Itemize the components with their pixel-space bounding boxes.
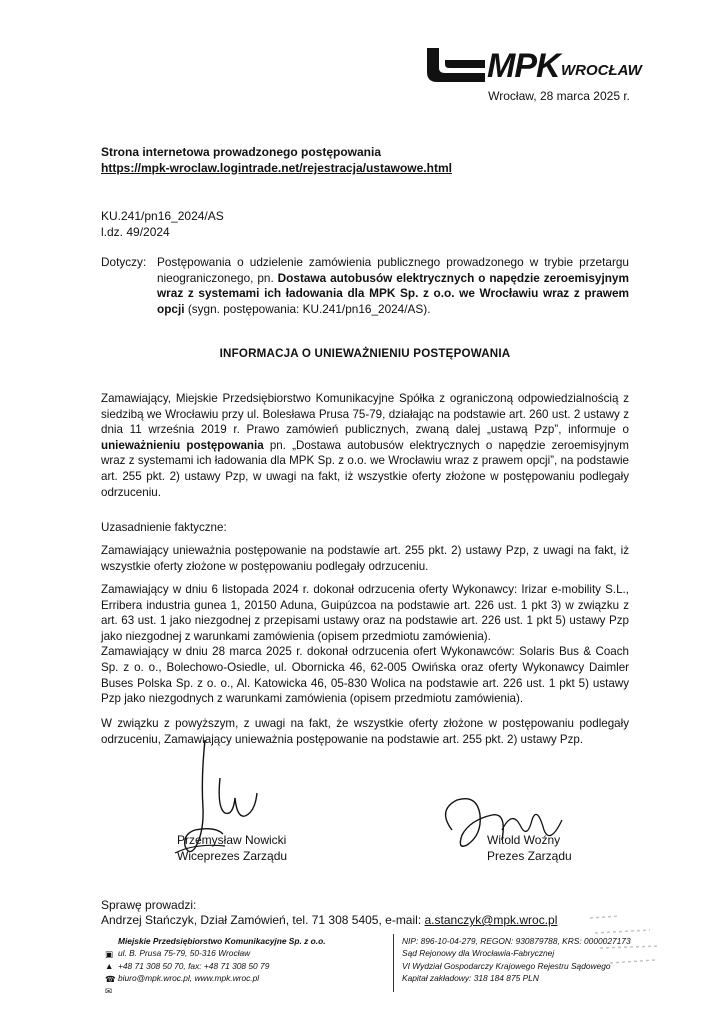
- signatory-2-name: Witold Woźny: [487, 833, 561, 847]
- faint-stamp: [580, 908, 670, 978]
- contact-block: [101, 898, 557, 928]
- mpk-logo: [425, 42, 665, 88]
- contact-line: [101, 913, 557, 928]
- subject-block: [101, 255, 629, 317]
- signatory-1-role: Wiceprezes Zarządu: [177, 849, 288, 863]
- reference-numbers: [101, 209, 224, 240]
- rejection-solaris-daimler: Zamawiający w dniu 28 marca 2025 r. dokonał odrzucenia ofert Wykonawców: Solaris Bus & Coach Sp. z o. o., Bolechowo-Osiedle, ul. Obornicka 46, 62-005 Owińska oraz oferty Wykonawcy Daimler Buses Polska Sp. z o. o., Al. Katowicka 46, 05-830 Wolica na podstawie art. 226 ust. 1 pkt 5) ustawy Pzp jako niezgodnych z warunkami zamówienia (opisem przedmiotu zamówienia).: [101, 645, 629, 706]
- paragraph-justification: Zamawiający unieważnia postępowanie na podstawie art. 255 pkt. 2) ustawy Pzp, z uwagi na fakt, iż wszystkie oferty złożone w postępowaniu podlegały odrzuceniu.: [101, 544, 629, 573]
- footer-company-info: [118, 935, 326, 984]
- contact-person: Andrzej Stańczyk, Dział Zamówień, tel. 71 308 5405, e-mail:: [101, 913, 422, 927]
- footer-nip: NIP: 896-10-04-279, REGON: 930879788, KRS: 0000027173: [402, 936, 631, 946]
- logo-brand: MPK: [487, 47, 560, 85]
- footer-divider: [393, 934, 394, 992]
- website-title: Strona internetowa prowadzonego postępowania: [101, 145, 382, 159]
- intro-bold: unieważnieniu postępowania: [101, 438, 264, 452]
- building-icon: ▣: [105, 949, 114, 959]
- subject-title: Dostawa autobusów elektrycznych o napędzie zeroemisyjnym wraz z systemami ich ładowania dla MPK Sp. z o.o. we Wrocławiu wraz z prawem opcji: [157, 270, 629, 316]
- subject-text: [157, 255, 629, 317]
- subject-tail: (sygn. postępowania: KU.241/pn16_2024/AS).: [187, 301, 431, 316]
- proceeding-website: [101, 145, 661, 176]
- paragraph-rejections: [101, 582, 629, 707]
- contact-email[interactable]: a.stanczyk@mpk.wroc.pl: [424, 913, 558, 927]
- subject-label: Dotyczy:: [101, 255, 147, 269]
- paragraph-intro: [101, 391, 629, 500]
- footer-capital: Kapitał zakładowy: 318 184 875 PLN: [402, 972, 539, 983]
- footer-court2: VI Wydział Gospodarczy Krajowego Rejestru Sądowego: [402, 960, 611, 971]
- subject-lead: Postępowania o udzielenie zamówienia publicznego prowadzonego w trybie przetargu nieograniczonego, pn.: [157, 255, 629, 285]
- logo-city: WROCŁAW: [561, 62, 642, 79]
- intro-part-a: Zamawiający, Miejskie Przedsiębiorstwo Komunikacyjne Spółka z ograniczoną odpowiedzialnością z siedzibą we Wrocławiu przy ul. Bolesława Prusa 75-79, działając na podstawie art. 260 ust. 2 ustawy z dnia 11 września 2019 r. Prawo zamówień publicznych, zwaną dalej „ustawą Pzp”, informuje o: [101, 392, 629, 437]
- footer-web: biuro@mpk.wroc.pl, www.mpk.wroc.pl: [118, 972, 260, 983]
- signatory-2-role: Prezes Zarządu: [487, 849, 572, 863]
- location-icon: ▲: [105, 961, 114, 972]
- justification-label: Uzasadnienie faktyczne:: [101, 521, 227, 534]
- footer-court1: Sąd Rejonowy dla Wrocławia-Fabrycznej: [402, 948, 555, 959]
- footer-company: Miejskie Przedsiębiorstwo Komunikacyjne Sp. z o.o.: [118, 936, 326, 946]
- footer-phone: +48 71 308 50 70, fax: +48 71 308 50 79: [118, 960, 270, 971]
- document-heading: INFORMACJA O UNIEWAŻNIENIU POSTĘPOWANIA: [219, 347, 511, 360]
- footer-icons: [105, 948, 116, 997]
- footer-address: ul. B. Prusa 75-79, 50-316 Wrocław: [118, 948, 251, 959]
- phone-icon: ☎: [105, 973, 116, 984]
- journal-number: l.dz. 49/2024: [101, 224, 170, 239]
- case-number: KU.241/pn16_2024/AS: [101, 209, 224, 223]
- paragraph-conclusion: W związku z powyższym, z uwagi na fakt, że wszystkie oferty złożone w postępowaniu podlegały odrzuceniu, Zamawiający unieważnia postępowanie na podstawie art. 255 pkt. 2) ustawy Pzp.: [101, 717, 629, 746]
- intro-part-b: pn. „Dostawa autobusów elektrycznych o napędzie zeroemisyjnym wraz z systemami ich ładowania dla MPK Sp. z o.o. we Wrocławiu wraz z prawem opcji”, na podstawie art. 255 pkt. 2) ustawy Pzp, w uwagi na fakt, iż wszystkie oferty złożone w postępowaniu podlegały odrzuceniu.: [101, 438, 629, 499]
- signatory-1: [177, 832, 287, 864]
- mail-icon: ✉: [105, 985, 113, 996]
- contact-label: Sprawę prowadzi:: [101, 898, 197, 912]
- signatory-2: [487, 832, 572, 864]
- rejection-irizar: Zamawiający w dniu 6 listopada 2024 r. dokonał odrzucenia oferty Wykonawcy: Irizar e-mobility S.L., Erribera industria gunea 1, 20150 Aduna, Guipúzcoa na podstawie art. 226 ust. 1 pkt 3) w związku z art. 63 ust. 1 jako niezgodnej z przepisami ustawy oraz na podstawie art. 226 ust. 1 pkt 5) ustawy Pzp jako niezgodnej z warunkami zamówienia (opisem przedmiotu zamówienia).: [101, 583, 629, 643]
- signatory-1-name: Przemysław Nowicki: [177, 833, 287, 847]
- website-url[interactable]: https://mpk-wroclaw.logintrade.net/rejestracja/ustawowe.html: [101, 160, 452, 175]
- document-date: Wrocław, 28 marca 2025 r.: [488, 89, 630, 103]
